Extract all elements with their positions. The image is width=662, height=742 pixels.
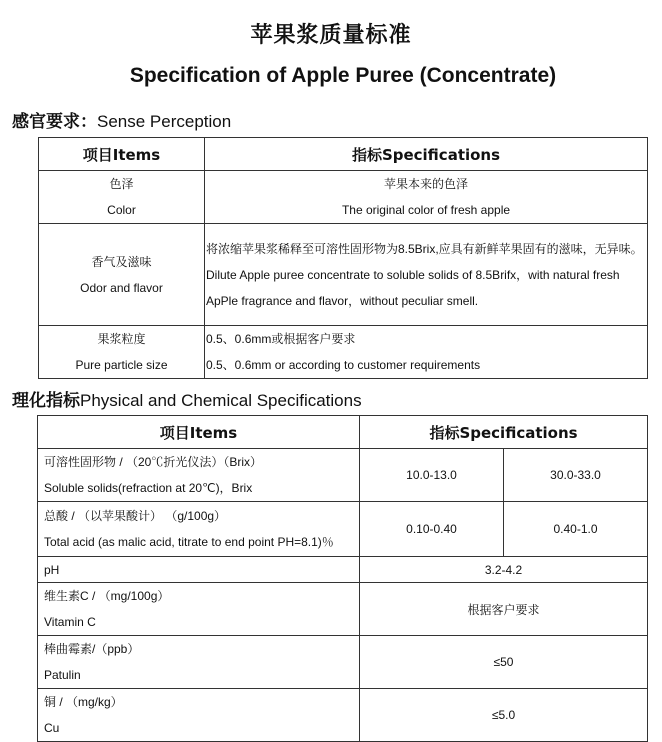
- sense-spec-cell: [205, 171, 648, 224]
- sense-col-items: 项目Items: [39, 138, 205, 171]
- value-cell: 3.2-4.2: [360, 557, 648, 583]
- spec-en: Dilute Apple puree concentrate to soluble solids of 8.5Brifx，with natural fresh ApPle fragrance and flavor，without peculiar smell.: [206, 267, 620, 308]
- item-en: Odor and flavor: [80, 280, 163, 295]
- sense-item-cell: [39, 224, 205, 326]
- table-row: [38, 636, 648, 689]
- value-cell: 根据客户要求: [360, 583, 648, 636]
- value-cell: ≤50: [360, 636, 648, 689]
- item-cn: 铜 / （mg/kg）: [44, 695, 123, 709]
- table-row: [38, 502, 648, 557]
- spec-en: 0.5、0.6mm or according to customer requirements: [206, 358, 481, 372]
- physchem-item-cell: pH: [38, 557, 360, 583]
- spec-cn: 0.5、0.6mm或根据客户要求: [206, 332, 356, 346]
- value-cell-2: 0.40-1.0: [504, 502, 648, 557]
- sense-heading-cn: 感官要求：: [12, 112, 97, 132]
- value-cell-2: 30.0-33.0: [504, 449, 648, 502]
- item-en: Patulin: [44, 668, 81, 682]
- table-row: [38, 557, 648, 583]
- physchem-table-header: [38, 416, 648, 449]
- item-en: Color: [107, 203, 136, 217]
- physchem-col-items: 项目Items: [38, 416, 360, 449]
- spec-en: The original color of fresh apple: [341, 203, 511, 217]
- physchem-item-cell: [38, 583, 360, 636]
- table-row: [38, 689, 648, 742]
- physchem-heading-cn: 理化指标: [12, 391, 80, 411]
- spec-cn: 将浓缩苹果浆稀释至可溶性固形物为8.5Brix,应具有新鲜苹果固有的滋味，无异味。: [206, 241, 643, 256]
- physchem-item-cell: [38, 449, 360, 502]
- physchem-table: [37, 415, 648, 742]
- item-cn: 果浆粒度: [97, 332, 146, 346]
- item-en: Pure particle size: [75, 358, 168, 372]
- item-cn: 维生素C / （mg/100g）: [44, 589, 170, 603]
- item-cn: 色泽: [109, 177, 134, 191]
- page-title-cn: 苹果浆质量标准: [250, 22, 412, 48]
- page-title-en: Specification of Apple Puree (Concentrate): [129, 64, 557, 87]
- sense-heading-en: Sense Perception: [97, 112, 232, 131]
- item-cn: 香气及滋味: [91, 254, 152, 269]
- table-row: [39, 326, 648, 379]
- item-cn: 棒曲霉素/（ppb）: [44, 642, 140, 656]
- spec-cn: 苹果本来的色泽: [383, 177, 468, 191]
- table-row: [39, 171, 648, 224]
- sense-table: [38, 137, 648, 379]
- value-cell-1: 10.0-13.0: [360, 449, 504, 502]
- sense-spec-cell: [205, 326, 648, 379]
- value-cell: ≤5.0: [360, 689, 648, 742]
- physchem-heading-en: Physical and Chemical Specifications: [80, 391, 362, 410]
- sense-table-header: [39, 138, 648, 171]
- item-en: Vitamin C: [44, 615, 96, 629]
- item-en: Soluble solids(refraction at 20℃)，Brix: [44, 481, 253, 495]
- sense-section-heading: [12, 107, 231, 132]
- table-row: [38, 583, 648, 636]
- item-en: Cu: [44, 721, 60, 735]
- item-en: Total acid (as malic acid, titrate to end point PH=8.1)％: [44, 535, 334, 549]
- sense-item-cell: [39, 171, 205, 224]
- sense-spec-cell: [205, 224, 648, 326]
- table-row: [38, 449, 648, 502]
- sense-item-cell: [39, 326, 205, 379]
- table-row: [39, 224, 648, 326]
- physchem-item-cell: [38, 502, 360, 557]
- physchem-item-cell: [38, 689, 360, 742]
- sense-col-specs: 指标Specifications: [205, 138, 648, 171]
- physchem-item-cell: [38, 636, 360, 689]
- physchem-section-heading: [12, 386, 362, 411]
- physchem-col-specs: 指标Specifications: [360, 416, 648, 449]
- item-cn: 可溶性固形物 / （20℃折光仪法）（Brix）: [44, 455, 263, 469]
- item-cn: 总酸 / （以苹果酸计） （g/100g）: [44, 509, 227, 523]
- value-cell-1: 0.10-0.40: [360, 502, 504, 557]
